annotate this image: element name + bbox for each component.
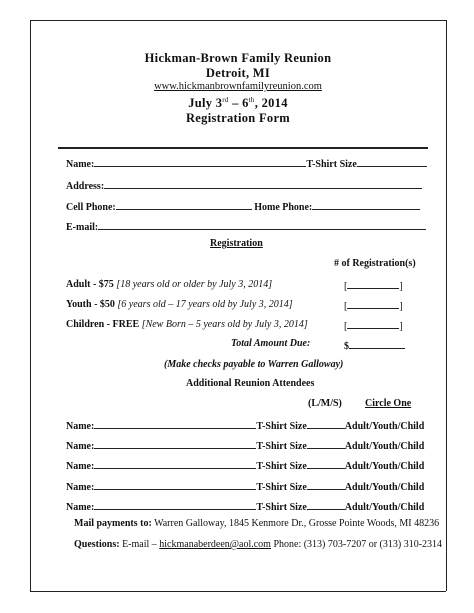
dates-part: , 2014 xyxy=(254,96,288,111)
home-phone-label: Home Phone: xyxy=(254,202,313,213)
mail-address: Warren Galloway, 1845 Kenmore Dr., Grosse Pointe Woods, MI 48236 xyxy=(154,518,440,529)
email-prefix: E-mail – xyxy=(122,539,157,550)
address-label: Address: xyxy=(66,181,105,192)
name-field[interactable] xyxy=(94,156,306,167)
attendee-name-field[interactable] xyxy=(94,438,256,449)
youth-count-field[interactable] xyxy=(344,299,403,312)
attendee-name-label: Name: xyxy=(66,421,95,432)
attendees-size-heading: (L/M/S) xyxy=(308,398,342,409)
mail-payments-line xyxy=(74,518,439,529)
children-note: [New Born – 5 years old by July 3, 2014] xyxy=(141,319,308,330)
adult-registration-row xyxy=(66,279,272,290)
phone-row xyxy=(66,199,420,213)
name-row xyxy=(66,156,427,170)
bracket-open: [ xyxy=(344,281,348,292)
attendee-tshirt-label: T-Shirt Size xyxy=(256,502,307,513)
cell-phone-field[interactable] xyxy=(116,199,252,210)
page-border-bottom xyxy=(30,591,446,592)
bracket-close: ] xyxy=(399,321,403,332)
questions-line xyxy=(74,539,442,550)
attendee-row xyxy=(66,479,424,493)
total-amount-blank[interactable] xyxy=(349,338,405,349)
attendee-row xyxy=(66,458,424,472)
reunion-website[interactable] xyxy=(30,81,446,92)
bracket-close: ] xyxy=(399,301,403,312)
form-title: Registration Form xyxy=(185,111,291,125)
attendee-name-field[interactable] xyxy=(94,418,256,429)
contact-email-link[interactable]: hickmanaberdeen@aol.com xyxy=(159,539,271,550)
attendee-tshirt-field[interactable] xyxy=(307,479,345,490)
attendee-tshirt-field[interactable] xyxy=(307,438,345,449)
tshirt-size-field[interactable] xyxy=(357,156,427,167)
attendee-tshirt-label: T-Shirt Size xyxy=(256,461,307,472)
page-border-top xyxy=(30,20,446,21)
tshirt-size-label: T-Shirt Size xyxy=(306,159,357,170)
attendee-name-label: Name: xyxy=(66,502,95,513)
attendee-category-option[interactable]: Adult/Youth/Child xyxy=(344,502,425,513)
address-field[interactable] xyxy=(104,178,422,189)
attendee-category-option[interactable]: Adult/Youth/Child xyxy=(344,461,425,472)
address-row xyxy=(66,178,422,192)
dates-sup: th xyxy=(248,96,255,104)
email-field[interactable] xyxy=(98,219,426,230)
reunion-dates xyxy=(30,96,446,111)
children-count-blank[interactable] xyxy=(347,319,399,329)
mail-payments-label: Mail payments to: xyxy=(74,518,152,529)
attendee-row xyxy=(66,438,424,452)
name-label: Name: xyxy=(66,159,95,170)
website-link[interactable]: www.hickmanbrownfamilyreunion.com xyxy=(154,81,322,92)
reunion-title: Hickman-Brown Family Reunion xyxy=(144,51,332,65)
attendee-category-option[interactable]: Adult/Youth/Child xyxy=(344,441,425,452)
reunion-location: Detroit, MI xyxy=(205,66,271,80)
cell-phone-label: Cell Phone: xyxy=(66,202,116,213)
attendee-tshirt-field[interactable] xyxy=(307,499,345,510)
header-divider xyxy=(58,147,428,149)
attendee-name-label: Name: xyxy=(66,461,95,472)
checks-payable-note: (Make checks payable to Warren Galloway) xyxy=(164,359,344,370)
attendees-heading: Additional Reunion Attendees xyxy=(186,378,315,389)
attendee-name-field[interactable] xyxy=(94,499,256,510)
youth-note: [6 years old – 17 years old by July 3, 2014] xyxy=(117,299,293,310)
attendee-name-field[interactable] xyxy=(94,479,256,490)
attendee-tshirt-label: T-Shirt Size xyxy=(256,421,307,432)
questions-label: Questions: xyxy=(74,539,120,550)
attendee-name-field[interactable] xyxy=(94,458,256,469)
home-phone-field[interactable] xyxy=(312,199,420,210)
registration-heading: Registration xyxy=(210,238,263,249)
dates-part: – 6 xyxy=(228,96,249,111)
dates-part: July 3 xyxy=(188,96,223,111)
attendee-tshirt-field[interactable] xyxy=(307,458,345,469)
email-label: E-mail: xyxy=(66,222,99,233)
attendees-circle-heading: Circle One xyxy=(365,398,412,409)
attendee-tshirt-field[interactable] xyxy=(307,418,345,429)
youth-label: Youth - $50 xyxy=(66,299,115,310)
children-registration-row xyxy=(66,319,308,330)
email-row xyxy=(66,219,426,233)
attendee-row xyxy=(66,499,424,513)
bracket-close: ] xyxy=(399,281,403,292)
total-amount-field[interactable] xyxy=(344,338,405,352)
bracket-open: [ xyxy=(344,321,348,332)
dates-sup: rd xyxy=(222,96,229,104)
page-border-right xyxy=(446,20,447,591)
attendee-row xyxy=(66,418,424,432)
attendee-category-option[interactable]: Adult/Youth/Child xyxy=(344,482,425,493)
attendee-category-option[interactable]: Adult/Youth/Child xyxy=(344,421,425,432)
dollar-sign: $ xyxy=(344,341,349,352)
adult-count-blank[interactable] xyxy=(347,279,399,289)
adult-note: [18 years old or older by July 3, 2014] xyxy=(116,279,273,290)
total-amount-label: Total Amount Due: xyxy=(231,338,311,349)
contact-phones: Phone: (313) 703-7207 or (313) 310-2314 xyxy=(273,539,443,550)
attendee-name-label: Name: xyxy=(66,482,95,493)
children-count-field[interactable] xyxy=(344,319,403,332)
registration-count-heading: # of Registration(s) xyxy=(334,258,416,269)
attendee-name-label: Name: xyxy=(66,441,95,452)
bracket-open: [ xyxy=(344,301,348,312)
attendee-tshirt-label: T-Shirt Size xyxy=(256,441,307,452)
attendee-tshirt-label: T-Shirt Size xyxy=(256,482,307,493)
youth-count-blank[interactable] xyxy=(347,299,399,309)
youth-registration-row xyxy=(66,299,293,310)
adult-count-field[interactable] xyxy=(344,279,403,292)
children-label: Children - FREE xyxy=(66,319,140,330)
adult-label: Adult - $75 xyxy=(66,279,114,290)
